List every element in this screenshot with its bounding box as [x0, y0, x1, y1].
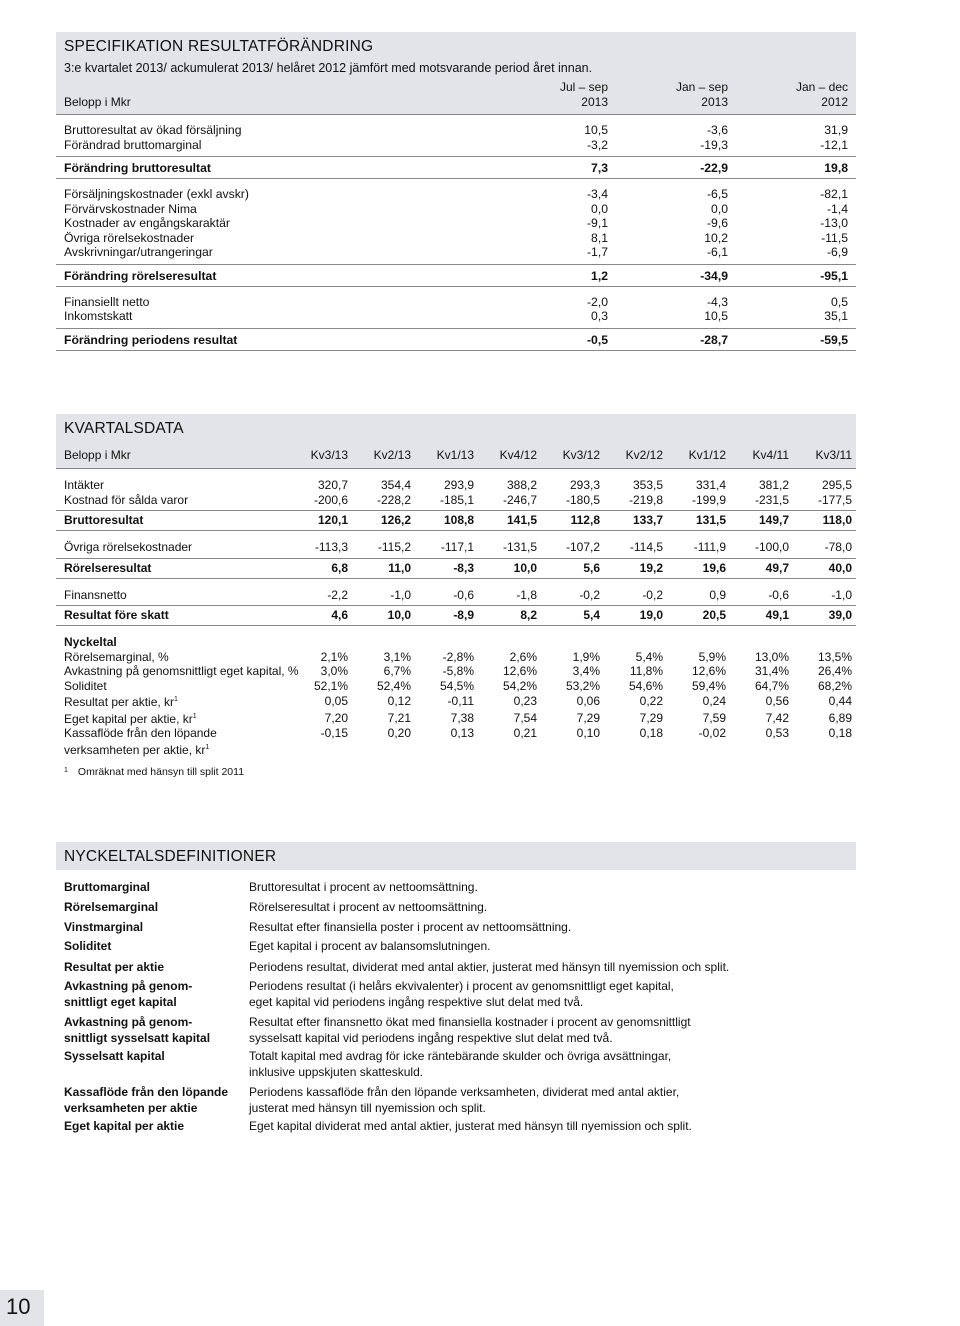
definition-term	[64, 920, 234, 936]
cell: 0,9	[667, 588, 730, 606]
row-label: Förvärvskostnader Nima	[64, 201, 197, 216]
definition-term	[64, 960, 234, 976]
cell: 0,44	[828, 694, 852, 708]
cell: -6,9	[736, 245, 856, 264]
cell: 7,38	[450, 710, 474, 725]
cell: 49,7	[730, 558, 793, 578]
definition-desc	[249, 979, 849, 1010]
cell: -100,0	[730, 540, 793, 558]
cell: 0,05	[324, 694, 348, 708]
row-label: Kostnad för sålda varor	[56, 493, 289, 511]
cell: 52,4%	[376, 678, 411, 693]
cell: 2,6%	[509, 649, 537, 664]
term-line: Eget kapital per aktie	[64, 1119, 185, 1133]
desc-line: Bruttoresultat i procent av nettoomsättning.	[249, 880, 478, 894]
cell: 3,1%	[383, 649, 411, 664]
table-row	[56, 741, 856, 758]
cell: 35,1	[736, 309, 856, 328]
cell: 1,9%	[572, 649, 600, 664]
cell: -6,5	[706, 187, 728, 201]
row-label: Övriga rörelsekostnader	[56, 540, 289, 558]
table-row-total	[56, 558, 856, 578]
cell: -34,9	[616, 264, 736, 286]
kvartal-col: Kv2/12	[604, 442, 667, 469]
cell: -5,8%	[442, 664, 474, 678]
kvartal-col: Kv3/13	[289, 442, 352, 469]
spec-col-year: 2013	[616, 95, 736, 115]
table-row	[56, 588, 856, 606]
cell: -1,4	[826, 201, 848, 216]
cell: -0,5	[496, 328, 616, 350]
cell: -219,8	[604, 493, 667, 511]
cell: -0,6	[415, 588, 478, 606]
cell: -115,2	[352, 540, 415, 558]
kvartal-title: KVARTALSDATA	[64, 420, 184, 437]
cell: -113,3	[289, 540, 352, 558]
term-line: Avkastning på genom-	[64, 1015, 193, 1029]
definition-desc	[249, 1119, 849, 1135]
desc-line: eget kapital vid periodens ingång respektive slut delat med två.	[249, 994, 584, 1009]
cell: 10,0	[352, 606, 415, 626]
cell: -131,5	[478, 540, 541, 558]
cell: 0,21	[513, 726, 537, 740]
kvartal-col-header	[56, 442, 856, 469]
definition-desc	[249, 900, 849, 916]
cell: 120,1	[289, 511, 352, 531]
table-row-total	[56, 328, 856, 350]
spec-col-period: Jan – sep	[675, 80, 728, 94]
row-label: Rörelseresultat	[56, 558, 289, 578]
cell: -111,9	[667, 540, 730, 558]
cell: 0,23	[513, 694, 537, 708]
kvartal-table	[56, 442, 856, 757]
table-row	[56, 295, 856, 310]
desc-line: Totalt kapital med avdrag för icke räntebärande skulder och övriga avsättningar,	[249, 1049, 672, 1063]
cell: 10,5	[616, 309, 736, 328]
term-line: Vinstmarginal	[64, 920, 144, 934]
table-row	[56, 231, 856, 246]
cell: -8,9	[415, 606, 478, 626]
cell: -8,3	[415, 558, 478, 578]
row-label: Soliditet	[64, 678, 107, 693]
cell: 13,0%	[754, 649, 789, 664]
cell: -28,7	[616, 328, 736, 350]
spec-title: SPECIFIKATION RESULTATFÖRÄNDRING	[64, 38, 374, 55]
footnote-ref: 1	[174, 696, 178, 703]
definition-term	[64, 1015, 234, 1046]
cell: -0,15	[320, 726, 348, 740]
spec-section	[56, 32, 856, 351]
cell: 3,0%	[320, 664, 348, 678]
cell: -246,7	[478, 493, 541, 511]
cell: 5,4	[541, 606, 604, 626]
cell: 141,5	[478, 511, 541, 531]
cell: 7,29	[639, 710, 663, 725]
cell: -0,2	[604, 588, 667, 606]
term-line: snittligt eget kapital	[64, 994, 177, 1009]
cell: 0,20	[387, 726, 411, 740]
definition-desc	[249, 1085, 849, 1116]
defs-title: NYCKELTALSDEFINITIONER	[64, 848, 277, 865]
definition-term	[64, 1119, 234, 1135]
kvartal-col: Kv3/12	[541, 442, 604, 469]
term-line: snittligt sysselsatt kapital	[64, 1030, 211, 1045]
row-label: Inkomstskatt	[56, 309, 496, 328]
cell: -1,8	[478, 588, 541, 606]
table-row	[56, 138, 856, 157]
spec-col-label: Belopp i Mkr	[56, 95, 496, 115]
row-label: Försäljningskostnader (exkl avskr)	[64, 187, 249, 201]
spec-col-period: Jul – sep	[559, 80, 608, 94]
cell: 126,2	[352, 511, 415, 531]
cell: 1,2	[496, 264, 616, 286]
kvartal-col: Kv2/13	[352, 442, 415, 469]
footnote-mark: 1	[64, 767, 68, 774]
cell: -9,1	[586, 216, 608, 230]
cell: 0,12	[387, 694, 411, 708]
row-label: Nyckeltal	[64, 635, 117, 649]
cell: 0,10	[576, 726, 600, 740]
cell: 131,5	[667, 511, 730, 531]
cell: 6,7%	[383, 664, 411, 678]
cell: -199,9	[667, 493, 730, 511]
cell: 295,5	[821, 478, 852, 492]
row-label: Rörelsemarginal, %	[64, 649, 169, 664]
cell: 7,21	[387, 710, 411, 725]
row-label-text: Resultat per aktie, kr	[64, 695, 175, 709]
cell: -12,1	[736, 138, 856, 157]
cell: 133,7	[604, 511, 667, 531]
cell: -228,2	[352, 493, 415, 511]
cell: 19,2	[604, 558, 667, 578]
cell: 5,4%	[635, 649, 663, 664]
row-label: Förändring periodens resultat	[56, 328, 496, 350]
definition-term	[64, 979, 234, 1010]
definition-term	[64, 880, 234, 896]
cell: 0,22	[639, 694, 663, 708]
cell: 0,5	[831, 294, 848, 309]
cell: 8,1	[591, 230, 608, 245]
cell: 31,4%	[754, 664, 789, 678]
cell: -82,1	[820, 187, 848, 201]
term-line: Bruttomarginal	[64, 880, 151, 894]
page-number-box	[0, 1290, 44, 1326]
cell: 7,54	[513, 710, 537, 725]
definition-term	[64, 900, 234, 916]
cell: 7,29	[576, 710, 600, 725]
table-row	[56, 679, 856, 694]
row-label: Finansiellt netto	[64, 294, 150, 309]
spec-col-year: 2012	[736, 95, 856, 115]
row-label: Avskrivningar/utrangeringar	[56, 245, 496, 264]
footnote-text: Omräknat med hänsyn till split 2011	[77, 766, 245, 778]
cell: -0,6	[730, 588, 793, 606]
spec-col-header-top	[56, 80, 856, 95]
cell: -1,0	[793, 588, 856, 606]
table-row-total	[56, 606, 856, 626]
cell: 31,9	[824, 123, 848, 137]
table-row	[56, 693, 856, 710]
desc-line: justerat med hänsyn till nyemission och split.	[249, 1100, 486, 1115]
cell: -1,0	[352, 588, 415, 606]
cell: 11,0	[352, 558, 415, 578]
spec-col-year: 2013	[496, 95, 616, 115]
cell: 39,0	[793, 606, 856, 626]
cell: -180,5	[541, 493, 604, 511]
table-row	[56, 216, 856, 231]
cell: 3,4%	[572, 664, 600, 678]
table-row-total	[56, 264, 856, 286]
desc-line: Periodens resultat, dividerat med antal aktier, justerat med hänsyn till nyemission och split.	[249, 960, 730, 974]
cell: 112,8	[541, 511, 604, 531]
desc-line: sysselsatt kapital vid periodens ingång respektive slut delat med två.	[249, 1030, 613, 1045]
row-label: Kostnader av engångskaraktär	[64, 216, 230, 230]
cell: 0,13	[450, 726, 474, 740]
cell: 54,5%	[439, 678, 474, 693]
cell: -114,5	[604, 540, 667, 558]
cell: 10,2	[704, 230, 728, 245]
term-line: Resultat per aktie	[64, 960, 165, 974]
definition-desc	[249, 920, 849, 936]
cell: 0,53	[765, 726, 789, 740]
definition-term	[64, 939, 234, 955]
cell: 20,5	[667, 606, 730, 626]
table-row-subheading	[56, 635, 856, 650]
cell: 54,2%	[502, 678, 537, 693]
cell: 293,9	[443, 478, 474, 492]
table-row-total	[56, 511, 856, 531]
desc-line: Resultat efter finansiella poster i procent av nettoomsättning.	[249, 920, 572, 934]
cell: 12,6%	[691, 664, 726, 678]
row-label: Förändring bruttoresultat	[56, 157, 496, 179]
cell: 2,1%	[320, 649, 348, 664]
cell: 149,7	[730, 511, 793, 531]
cell: 353,5	[632, 478, 663, 492]
cell: -11,5	[821, 230, 848, 245]
cell: 388,2	[506, 478, 537, 492]
cell: -0,02	[698, 726, 726, 740]
cell: 7,3	[496, 157, 616, 179]
term-line: verksamheten per aktie	[64, 1100, 198, 1115]
cell: -1,7	[496, 245, 616, 264]
definition-desc	[249, 1015, 849, 1046]
cell: -2,0	[586, 294, 608, 309]
cell: -4,3	[706, 294, 728, 309]
cell: -177,5	[793, 493, 856, 511]
cell: -78,0	[793, 540, 856, 558]
desc-line: Periodens resultat (i helårs ekvivalenter) i procent av genomsnittligt eget kapital,	[249, 979, 674, 993]
cell: -2,8%	[442, 649, 474, 664]
spec-header	[56, 32, 856, 80]
row-label: Bruttoresultat	[56, 511, 289, 531]
cell: 4,6	[289, 606, 352, 626]
row-label: Förändrad bruttomarginal	[56, 138, 496, 157]
desc-line: Eget kapital i procent av balansomslutningen.	[249, 939, 491, 953]
cell: 320,7	[317, 478, 348, 492]
term-line: Avkastning på genom-	[64, 979, 193, 993]
definition-desc	[249, 960, 849, 976]
definition-desc	[249, 1049, 849, 1080]
kvartal-col: Kv1/12	[667, 442, 730, 469]
cell: 10,5	[584, 123, 608, 137]
table-row	[56, 664, 856, 679]
footnote-ref: 1	[192, 712, 197, 720]
cell: 108,8	[415, 511, 478, 531]
cell: 59,4%	[691, 678, 726, 693]
cell: 11,8%	[629, 664, 663, 678]
cell: 118,0	[793, 511, 856, 531]
defs-header	[56, 842, 856, 870]
cell: 0,3	[496, 309, 616, 328]
cell: 54,6%	[628, 678, 663, 693]
kvartal-col: Kv3/11	[793, 442, 856, 469]
term-line: Sysselsatt kapital	[64, 1049, 165, 1063]
desc-line: inklusive uppskjuten skatteskuld.	[249, 1064, 424, 1079]
row-label: Bruttoresultat av ökad försäljning	[64, 123, 242, 137]
cell: -200,6	[289, 493, 352, 511]
table-row	[56, 540, 856, 558]
row-label	[56, 741, 289, 758]
cell: 10,0	[478, 558, 541, 578]
cell: -2,2	[289, 588, 352, 606]
table-row	[56, 202, 856, 217]
row-label: Finansnetto	[56, 588, 289, 606]
table-row	[56, 710, 856, 727]
kvartal-col-label: Belopp i Mkr	[56, 442, 289, 469]
cell: 7,20	[324, 710, 348, 725]
row-label: Resultat före skatt	[56, 606, 289, 626]
table-row	[56, 187, 856, 202]
cell: 13,5%	[817, 649, 852, 664]
kvartal-col: Kv4/11	[730, 442, 793, 469]
cell: 26,4%	[817, 664, 852, 678]
spec-subtitle: 3:e kvartalet 2013/ ackumulerat 2013/ helåret 2012 jämfört med motsvarande period året innan.	[64, 61, 593, 75]
cell: 6,8	[289, 558, 352, 578]
table-row	[56, 478, 856, 493]
footnote	[64, 766, 244, 778]
table-row	[56, 650, 856, 665]
cell: 354,4	[380, 478, 411, 492]
kvartal-header	[56, 414, 856, 442]
definition-desc	[249, 880, 849, 896]
cell: 8,2	[478, 606, 541, 626]
definition-term	[64, 1085, 234, 1116]
cell: 12,6%	[502, 664, 537, 678]
cell: 6,89	[828, 710, 852, 725]
cell: 0,18	[828, 726, 852, 740]
row-label: Avkastning på genomsnittligt eget kapital, %	[64, 664, 299, 678]
spec-table	[56, 80, 856, 351]
cell: 0,0	[711, 201, 728, 216]
cell: 7,42	[765, 710, 789, 725]
term-line: Rörelsemarginal	[64, 900, 159, 914]
cell: 40,0	[793, 558, 856, 578]
table-row	[56, 726, 856, 741]
cell: -9,6	[706, 216, 728, 230]
cell: -19,3	[616, 138, 736, 157]
cell: -0,11	[447, 694, 474, 708]
cell: -231,5	[730, 493, 793, 511]
cell: 0,18	[639, 726, 663, 740]
cell: 7,59	[702, 710, 726, 725]
cell: -185,1	[415, 493, 478, 511]
cell: 0,24	[702, 694, 726, 708]
cell: 331,4	[695, 478, 726, 492]
kvartal-col: Kv4/12	[478, 442, 541, 469]
row-label: Kassaflöde från den löpande	[64, 726, 217, 740]
desc-line: Resultat efter finansnetto ökat med finansiella kostnader i procent av genomsnittligt	[249, 1015, 691, 1029]
row-label	[56, 693, 289, 710]
definition-desc	[249, 939, 849, 955]
cell: 293,3	[569, 478, 600, 492]
row-label-text: verksamheten per aktie, kr	[64, 742, 206, 757]
row-label: Förändring rörelseresultat	[56, 264, 496, 286]
cell: 381,2	[758, 478, 789, 492]
definition-term	[64, 1049, 234, 1065]
cell: 19,8	[736, 157, 856, 179]
table-row-total	[56, 157, 856, 179]
kvartal-section	[56, 414, 856, 757]
desc-line: Periodens kassaflöde från den löpande verksamheten, dividerat med antal aktier,	[249, 1085, 680, 1099]
cell: 0,06	[576, 694, 600, 708]
cell: 52,1%	[313, 678, 348, 693]
cell: 19,0	[604, 606, 667, 626]
table-row	[56, 493, 856, 511]
cell: -59,5	[736, 328, 856, 350]
cell: 5,9%	[698, 649, 726, 664]
cell: 53,2%	[565, 678, 600, 693]
cell: -3,6	[706, 123, 728, 137]
cell: -6,1	[616, 245, 736, 264]
desc-line: Rörelseresultat i procent av nettoomsättning.	[249, 900, 488, 914]
cell: -13,0	[820, 216, 848, 230]
cell: 5,6	[541, 558, 604, 578]
desc-line: Eget kapital dividerat med antal aktier, justerat med hänsyn till nyemission och split.	[249, 1119, 692, 1133]
cell: -107,2	[541, 540, 604, 558]
cell: -22,9	[616, 157, 736, 179]
kvartal-col: Kv1/13	[415, 442, 478, 469]
footnote-ref: 1	[205, 743, 210, 751]
cell: 68,2%	[817, 678, 852, 693]
cell: -117,1	[415, 540, 478, 558]
term-line: Kassaflöde från den löpande	[64, 1085, 229, 1099]
defs-section	[56, 842, 856, 870]
term-line: Soliditet	[64, 939, 112, 953]
cell: -3,2	[496, 138, 616, 157]
spec-col-header-bottom	[56, 95, 856, 115]
cell: 0,56	[765, 694, 789, 708]
cell: 19,6	[667, 558, 730, 578]
row-label-text: Eget kapital per aktie, kr	[64, 711, 193, 726]
spec-col-period: Jan – dec	[795, 80, 848, 94]
row-label: Övriga rörelsekostnader	[64, 230, 195, 245]
row-label: Intäkter	[64, 478, 105, 492]
cell: -95,1	[736, 264, 856, 286]
cell: 49,1	[730, 606, 793, 626]
row-label	[56, 710, 289, 727]
cell: 0,0	[591, 201, 608, 216]
cell: 64,7%	[754, 678, 789, 693]
table-row	[56, 123, 856, 138]
page-number: 10	[6, 1294, 31, 1319]
table-row	[56, 309, 856, 328]
cell: -0,2	[541, 588, 604, 606]
table-row	[56, 245, 856, 264]
cell: -3,4	[586, 187, 608, 201]
